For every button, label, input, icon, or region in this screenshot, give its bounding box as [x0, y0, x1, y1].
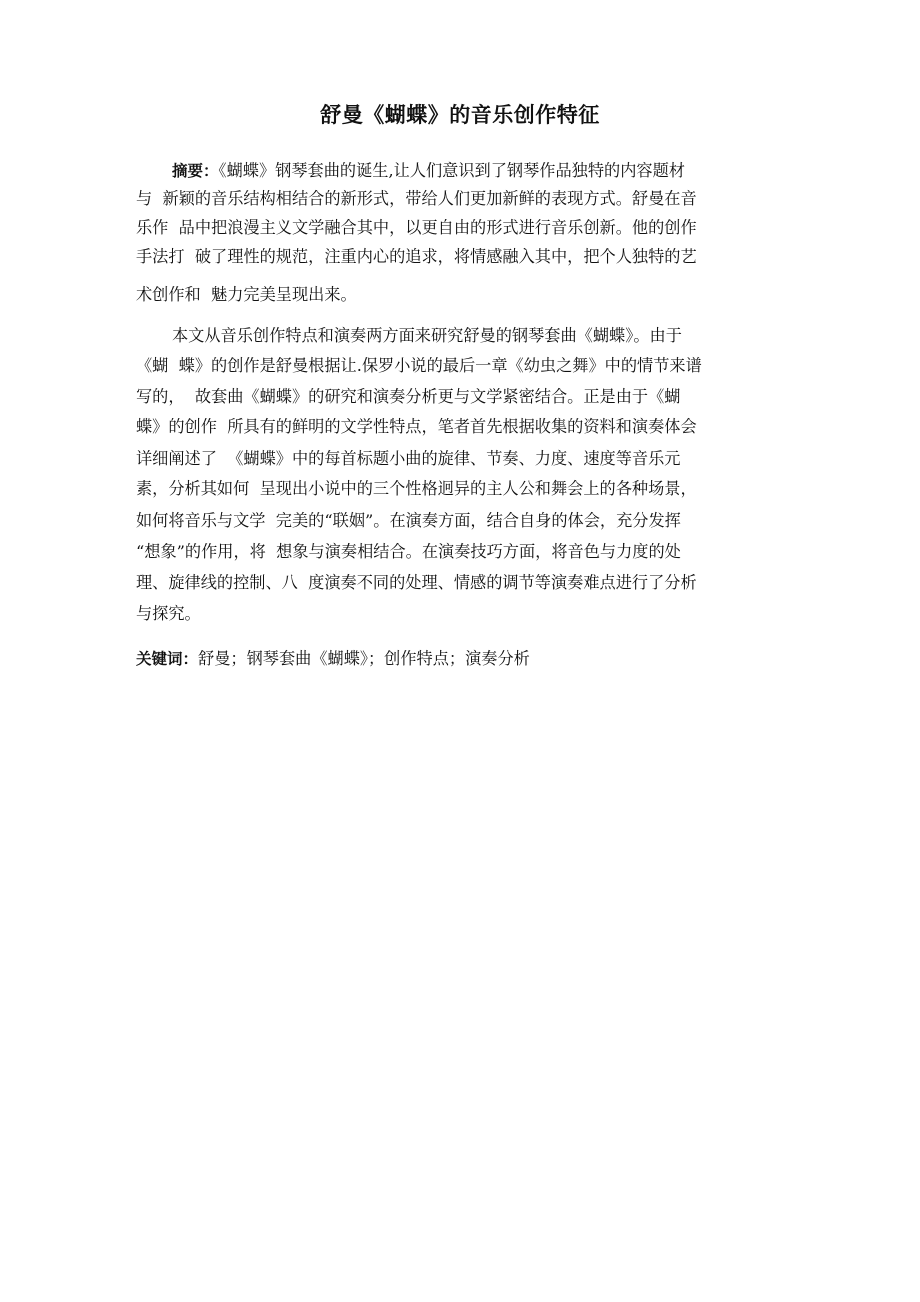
body-line-10: 与探究。: [136, 604, 201, 623]
body-line-8: “想象”的作用，将 想象与演奏相结合。在演奏技巧方面，将音色与力度的处: [136, 542, 681, 561]
abstract-text: 《蝴蝶》钢琴套曲的诞生,让人们意识到了钢琴作品独特的内容题材: [218, 161, 685, 180]
keywords-text: 舒曼；钢琴套曲《蝴蝶》；创作特点；演奏分析: [198, 649, 530, 668]
abstract-label: 摘要：: [172, 162, 219, 180]
body-line-6: 素，分析其如何 呈现出小说中的三个性格迥异的主人公和舞会上的各种场景，: [136, 479, 697, 498]
body-line-5: 详细阐述了 《蝴蝶》中的每首标题小曲的旋律、节奏、力度、速度等音乐元: [136, 449, 681, 468]
body-line-7: 如何将音乐与文学 完美的“联姻”。在演奏方面，结合自身的体会，充分发挥: [136, 511, 681, 530]
body-line-4: 蝶》的创作 所具有的鲜明的文学性特点，笔者首先根据收集的资料和演奏体会: [136, 417, 697, 436]
body-line-1: 本文从音乐创作特点和演奏两方面来研究舒曼的钢琴套曲《蝴蝶》。由于: [172, 326, 682, 345]
body-line-2: 《蝴 蝶》的创作是舒曼根据让.保罗小说的最后一章《幼虫之舞》中的情节来谱: [136, 356, 702, 375]
keywords-line: [136, 646, 530, 672]
abstract-line-5: 术创作和 魅力完美呈现出来。: [136, 285, 357, 304]
abstract-line-3: 乐作 品中把浪漫主义文学融合其中，以更自由的形式进行音乐创新。他的创作: [136, 218, 697, 237]
abstract-line-2: 与 新颖的音乐结构相结合的新形式，带给人们更加新鲜的表现方式。舒曼在音: [136, 189, 697, 208]
body-line-9: 理、旋律线的控制、八 度演奏不同的处理、情感的调节等演奏难点进行了分析: [136, 573, 697, 592]
keywords-label: 关键词：: [136, 650, 199, 668]
abstract-line-1: [172, 158, 685, 184]
body-line-3: 写的， 故套曲《蝴蝶》的研究和演奏分析更与文学紧密结合。正是由于《蝴: [136, 387, 681, 406]
abstract-line-4: 手法打 破了理性的规范，注重内心的追求，将情感融入其中，把个人独特的艺: [136, 247, 697, 266]
document-title: 舒曼《蝴蝶》的音乐创作特征: [320, 103, 600, 127]
